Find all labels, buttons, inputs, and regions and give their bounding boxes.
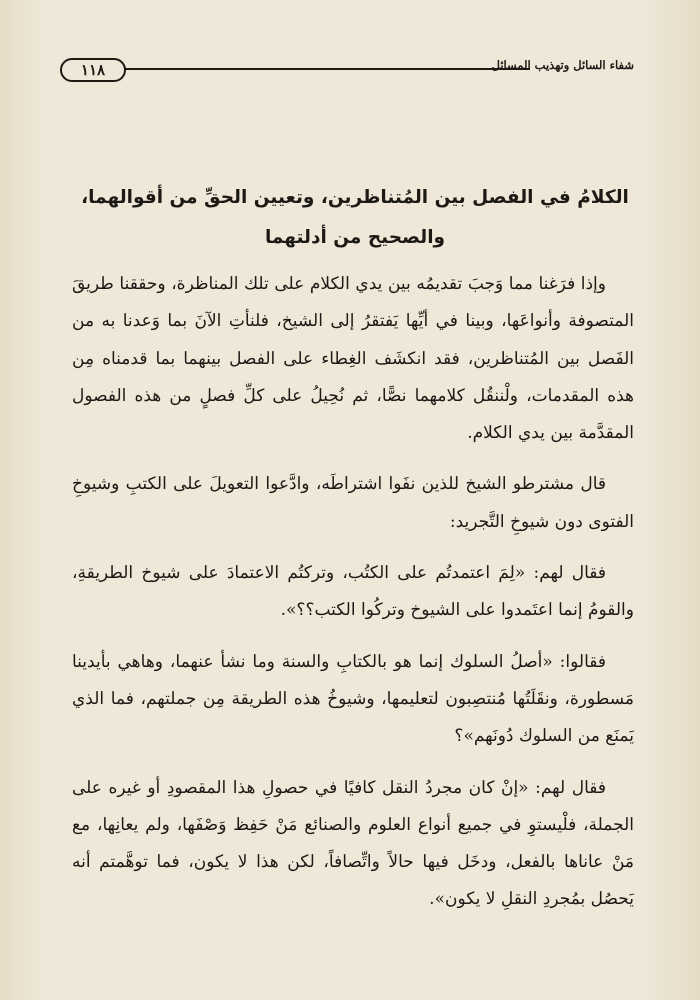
heading-line-1: الكلامُ في الفصل بين المُتناظرين، وتعيين الحقِّ من أقوالهما،: [81, 187, 629, 208]
section-heading: [80, 178, 630, 258]
page-number: ١١٨: [60, 58, 126, 82]
heading-line-2: والصحيح من أدلتهما: [264, 227, 446, 248]
header-rule: [124, 68, 530, 70]
body-text: [72, 266, 634, 933]
paragraph: فقالوا: «أصلُ السلوك إنما هو بالكتابِ والسنة وما نشأ عنهما، وهاهي بأيدينا مَسطورة، ونقَلَتُها مُنتصِبون لتعليمها، وشيوخُ هذه الطريقة مِن جملتهم، فما الذي يَمنَع من السلوك دُونَهم»؟: [72, 651, 634, 747]
running-title: شفاء السائل وتهذيب المسائل: [491, 58, 634, 72]
paragraph: وإذا فرَغنا مما وَجبَ تقديمُه بين يدي الكلام على تلك المناظرة، وحققنا طريقَ المتصوفة وأنواعَها، وبينا في أيِّها يَفتقرُ إلى الشيخ، فلنأتِ الآنَ بما وَعدنا به من الفَصل بين المُتناظرين، فقد انكشَف الغِطاء على الفصل بينهما بما قدمناه مِن هذه المقدمات، ولْننقُل كلامهما نصًّا، ثم نُحِيلُ على كلِّ فصلٍ من هذه الفصول المقدَّمة بين يدي الكلام.: [72, 274, 634, 444]
page-header: [60, 52, 634, 92]
paragraph: فقال لهم: «لِمَ اعتمدتُم على الكتُب، وتركتُم الاعتمادَ على شيوخ الطريقةِ، والقومُ إنما اعتَمدوا على الشيوخ وتركُوا الكتب؟؟».: [72, 563, 634, 621]
paragraph: فقال لهم: «إنْ كان مجردُ النقل كافيًا في حصولِ هذا المقصودِ أو غيره على الجملة، فلْيستوِ في جميع أنواع العلوم والصنائع مَنْ حَفِظ وَصْفَها، ولم يعانِها، مع مَنْ عاناها بالفعل، ودخَل فيها حالاً واتِّصافاً، لكن هذا لا يكون، فما توهَّمتم أنه يَحصُل بمُجردِ النقلِ لا يكون».: [72, 777, 634, 910]
paragraph: قال مشترطو الشيخ للذين نفَوا اشتراطَه، وادَّعوا التعويلَ على الكتبِ وشيوخِ الفتوى دون شيوخِ التَّجريد:: [72, 474, 634, 532]
